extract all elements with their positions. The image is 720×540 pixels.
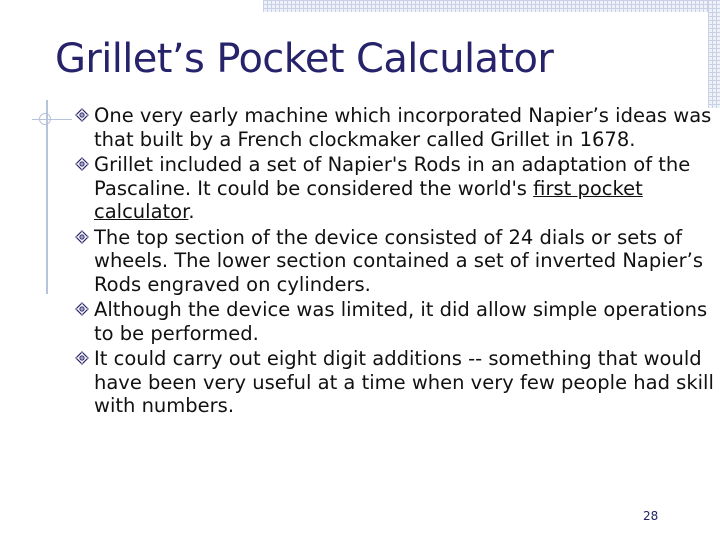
diamond-bullet-icon	[75, 351, 89, 365]
bullet-item	[72, 153, 718, 224]
bullet-text: Grillet included a set of Napier's Rods in an adaptation of the Pascaline. It could be considered the world's	[94, 153, 691, 200]
diamond-bullet-icon	[75, 302, 89, 316]
underlined-phrase: first pocket calculator	[94, 176, 643, 223]
diamond-bullet-icon	[75, 230, 89, 244]
page-number: 28	[643, 509, 659, 523]
bullet-text: The top section of the device consisted of 24 dials or sets of wheels. The lower section contained a set of inverted Napier’s Rods engraved on cylinders.	[94, 225, 704, 296]
bullet-item	[72, 226, 718, 297]
bullet-text: It could carry out eight digit additions -- something that would have been very useful at a time when very few people had skill with numbers.	[94, 347, 714, 417]
diamond-bullet-icon	[75, 108, 89, 122]
bullet-item	[72, 347, 718, 418]
bullet-text-end: .	[188, 200, 195, 223]
right-grid-pattern	[708, 0, 720, 108]
bullet-list	[72, 104, 718, 420]
crosshair-decor-icon	[39, 113, 51, 125]
bullet-text: Although the device was limited, it did allow simple operations to be performed.	[94, 298, 708, 345]
vertical-decor-line	[46, 100, 48, 294]
bullet-item	[72, 104, 718, 151]
bullet-item	[72, 298, 718, 345]
top-grid-pattern	[263, 0, 720, 12]
diamond-bullet-icon	[75, 157, 89, 171]
slide-title: Grillet’s Pocket Calculator	[55, 36, 554, 82]
bullet-text: One very early machine which incorporated Napier’s ideas was that built by a French clockmaker called Grillet in 1678.	[94, 104, 712, 151]
horizontal-decor-line	[32, 119, 72, 120]
